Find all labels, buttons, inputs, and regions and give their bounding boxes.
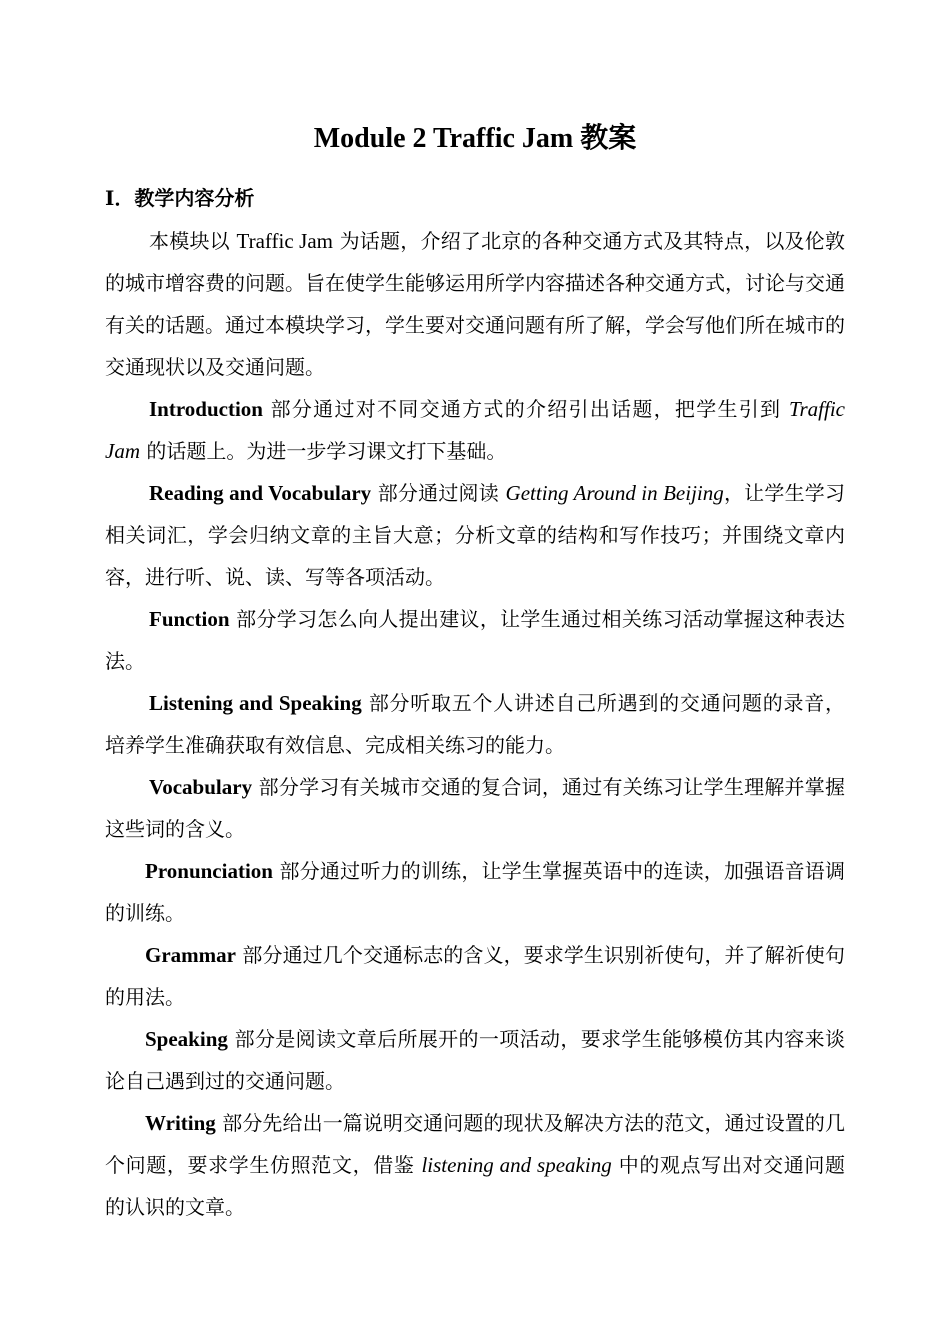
paragraph-listening-speaking	[105, 682, 845, 766]
paragraph-overview	[105, 220, 845, 388]
speaking-lead: Speaking	[145, 1027, 228, 1051]
writing-text-b: 中的观点写出对交通问题的认识的文章。	[105, 1153, 846, 1219]
listening-text: 部分听取五个人讲述自己所遇到的交通问题的录音，培养学生准确获取有效信息、完成相关练习的能力。	[105, 691, 845, 757]
paragraph-vocabulary	[105, 766, 845, 850]
reading-lead: Reading and Vocabulary	[149, 481, 372, 505]
listening-lead: Listening and Speaking	[149, 691, 362, 715]
paragraph-pronunciation	[105, 850, 845, 934]
section-heading-content-analysis: I．教学内容分析	[105, 186, 255, 210]
paragraph-grammar	[105, 934, 845, 1018]
introduction-text-a: 部分通过对不同交通方式的介绍引出话题，把学生引到	[262, 397, 789, 421]
overview-text-b: 为话题，介绍了北京的各种交通方式及其特点，以及伦敦的城市增容费的问题。旨在使学生能够运用所学内容描述各种交通方式，讨论与交通有关的话题。通过本模块学习，学生要对交通问题有所了解，学会写他们所在城市的交通现状以及交通问题。	[105, 229, 846, 379]
page-title: Module 2 Traffic Jam 教案	[313, 123, 637, 154]
vocabulary-lead: Vocabulary	[149, 775, 253, 799]
reading-title-ref: Getting Around in Beijing	[505, 481, 724, 505]
reading-text-a: 部分通过阅读	[371, 481, 506, 505]
function-text: 部分学习怎么向人提出建议，让学生通过相关练习活动掌握这种表达法。	[105, 607, 845, 673]
overview-topic: Traffic Jam	[236, 229, 333, 253]
grammar-lead: Grammar	[145, 943, 236, 967]
grammar-text: 部分通过几个交通标志的含义，要求学生识别祈使句，并了解祈使句的用法。	[105, 943, 845, 1009]
writing-text-a: 部分先给出一篇说明交通问题的现状及解决方法的范文，通过设置的几个问题，要求学生仿照范文，借鉴	[105, 1111, 845, 1177]
overview-text-a: 本模块以	[149, 229, 237, 253]
paragraph-introduction	[105, 388, 845, 472]
introduction-text-b: 的话题上。为进一步学习课文打下基础。	[140, 439, 507, 463]
vocabulary-text: 部分学习有关城市交通的复合词，通过有关练习让学生理解并掌握这些词的含义。	[105, 775, 845, 841]
speaking-text: 部分是阅读文章后所展开的一项活动，要求学生能够模仿其内容来谈论自己遇到过的交通问题。	[105, 1027, 845, 1093]
paragraph-reading-vocabulary	[105, 472, 845, 598]
paragraph-speaking	[105, 1018, 845, 1102]
paragraph-function	[105, 598, 845, 682]
paragraph-writing	[105, 1102, 845, 1228]
introduction-lead: Introduction	[149, 397, 263, 421]
function-lead: Function	[149, 607, 230, 631]
writing-title-ref: listening and speaking	[421, 1153, 612, 1177]
pronunciation-lead: Pronunciation	[145, 859, 273, 883]
introduction-title-ref: Traffic Jam	[105, 397, 845, 463]
writing-lead: Writing	[145, 1111, 216, 1135]
reading-text-b: ，让学生学习相关词汇，学会归纳文章的主旨大意；分析文章的结构和写作技巧；并围绕文章内容，进行听、说、读、写等各项活动。	[105, 481, 846, 589]
pronunciation-text: 部分通过听力的训练，让学生掌握英语中的连读，加强语音语调的训练。	[105, 859, 845, 925]
